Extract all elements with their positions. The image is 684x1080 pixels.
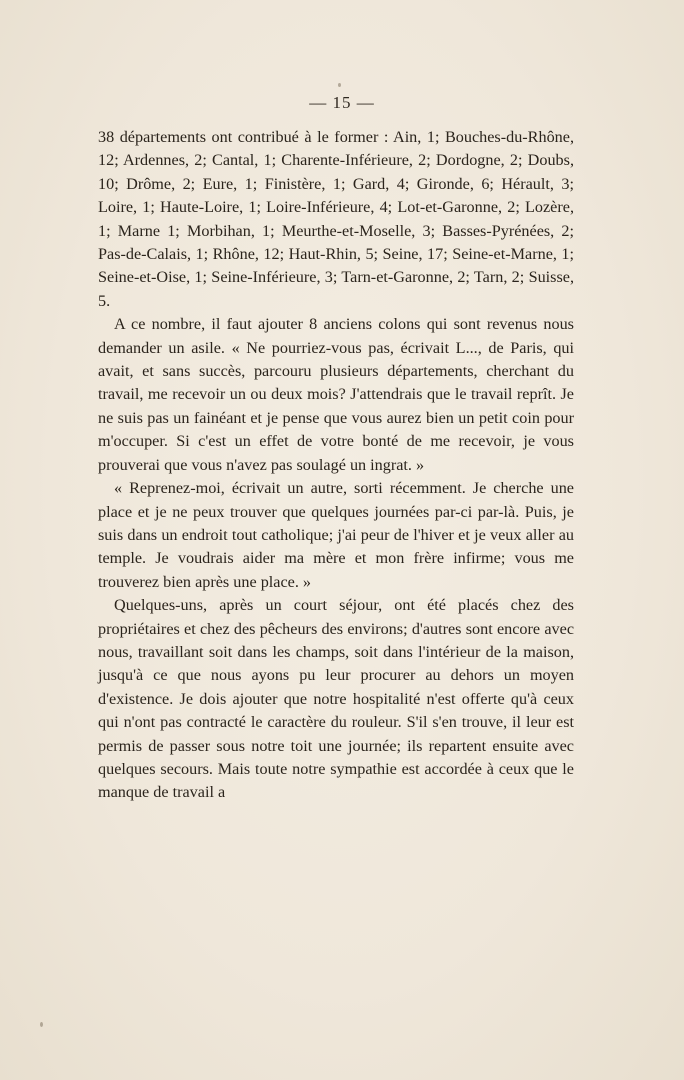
- body-text: [98, 126, 574, 805]
- paragraph-former-colonists: A ce nombre, il faut ajouter 8 anciens colons qui sont revenus nous demander un asile. « Ne pourriez-vous pas, écrivait L..., de Paris, qui avait, et sans succès, parcouru plusieurs départements, cherchant du travail, me recevoir un ou deux mois? J'attendrais que le travail reprît. Je ne suis pas un fainéant et je pense que vous aurez bien un petit coin pour m'occuper. Si c'est un effet de votre bonté de me recevoir, je vous prouverai que vous n'avez pas soulagé un ingrat. »: [98, 315, 574, 474]
- ink-speck: [40, 1022, 43, 1027]
- ink-speck: [338, 83, 341, 87]
- paragraph-letter-quote: « Reprenez-moi, écrivait un autre, sorti récemment. Je cherche une place et je ne peux trouver que quelques journées par-ci par-là. Puis, je suis dans un endroit tout catholique; j'ai peur de l'hiver et je veux aller au temple. Je voudrais aider ma mère et mon frère infirme; vous me trouverez bien après une place. »: [98, 479, 574, 591]
- page-number: — 15 —: [309, 93, 375, 112]
- paragraph-departments: 38 départements ont contribué à le former : Ain, 1; Bouches-du-Rhône, 12; Ardennes, 2; Cantal, 1; Charente-Inférieure, 2; Dordogne, 2; Doubs, 10; Drôme, 2; Eure, 1; Finistère, 1; Gard, 4; Gironde, 6; Hérault, 3; Loire, 1; Haute-Loire, 1; Loire-Inférieure, 4; Lot-et-Garonne, 2; Lozère, 1; Marne 1; Morbihan, 1; Meurthe-et-Moselle, 3; Basses-Pyrénées, 2; Pas-de-Calais, 1; Rhône, 12; Haut-Rhin, 5; Seine, 17; Seine-et-Marne, 1; Seine-et-Oise, 1; Seine-Inférieure, 3; Tarn-et-Garonne, 2; Tarn, 2; Suisse, 5.: [98, 128, 574, 310]
- paragraph-placements: Quelques-uns, après un court séjour, ont été placés chez des propriétaires et chez des pêcheurs des environs; d'autres sont encore avec nous, travaillant soit dans les champs, soit dans l'intérieur de la maison, jusqu'à ce que nous ayons pu leur procurer au dehors un moyen d'existence. Je dois ajouter que notre hospitalité n'est offerte qu'à ceux qui n'ont pas contracté le caractère du rouleur. S'il s'en trouve, il leur est permis de passer sous notre toit une journée; ils repartent ensuite avec quelques secours. Mais toute notre sympathie est accordée à ceux que le manque de travail a: [98, 596, 574, 802]
